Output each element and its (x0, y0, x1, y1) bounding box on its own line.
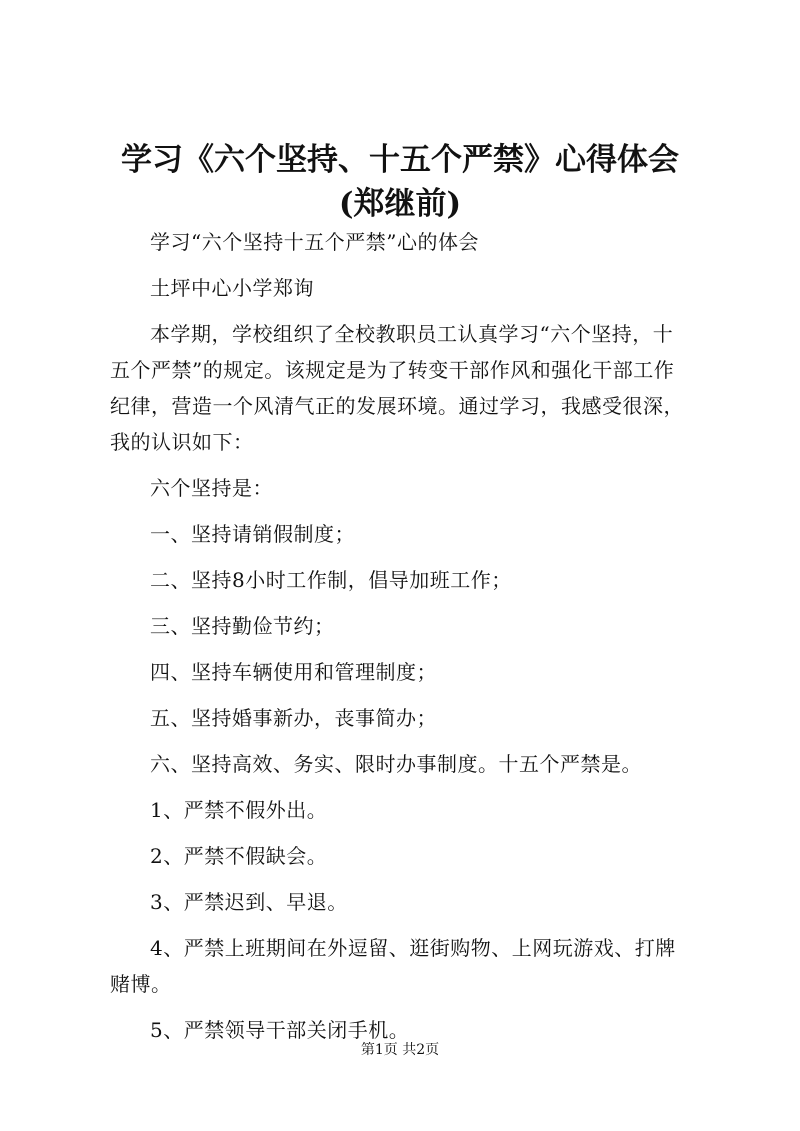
paragraph-six-principles-heading: 六个坚持是： (150, 476, 273, 500)
list-item: 三、坚持勤俭节约； (150, 614, 335, 638)
list-item: 四、坚持车辆使用和管理制度； (150, 660, 437, 684)
paragraph-subtitle: 学习“六个坚持十五个严禁”心的体会 (150, 230, 479, 254)
document-title: 学习《六个坚持、十五个严禁》心得体会(郑继前) (121, 142, 679, 222)
list-item: 1、严禁不假外出。 (150, 798, 328, 822)
list-item: 五、坚持婚事新办，丧事简办； (150, 706, 437, 730)
list-item: 4、严禁上班期间在外逗留、逛街购物、上网玩游戏、打牌赌博。 (110, 936, 676, 996)
list-item: 一、坚持请销假制度； (150, 522, 355, 546)
paragraph-author: 土坪中心小学郑询 (150, 276, 314, 300)
document-body (110, 224, 690, 1058)
list-item: 5、严禁领导干部关闭手机。 (150, 1018, 410, 1042)
page-footer: 第1页 共2页 (360, 1042, 440, 1058)
paragraph-intro: 本学期，学校组织了全校教职员工认真学习“六个坚持，十五个严禁”的规定。该规定是为了转变干部作风和强化干部工作纪律，营造一个风清气正的发展环境。通过学习，我感受很深，我的认识如下： (110, 322, 684, 454)
list-item: 六、坚持高效、务实、限时办事制度。十五个严禁是。 (150, 752, 642, 776)
list-item: 3、严禁迟到、早退。 (150, 890, 348, 914)
list-item: 2、严禁不假缺会。 (150, 844, 328, 868)
list-item: 二、坚持8小时工作制，倡导加班工作； (150, 568, 512, 592)
